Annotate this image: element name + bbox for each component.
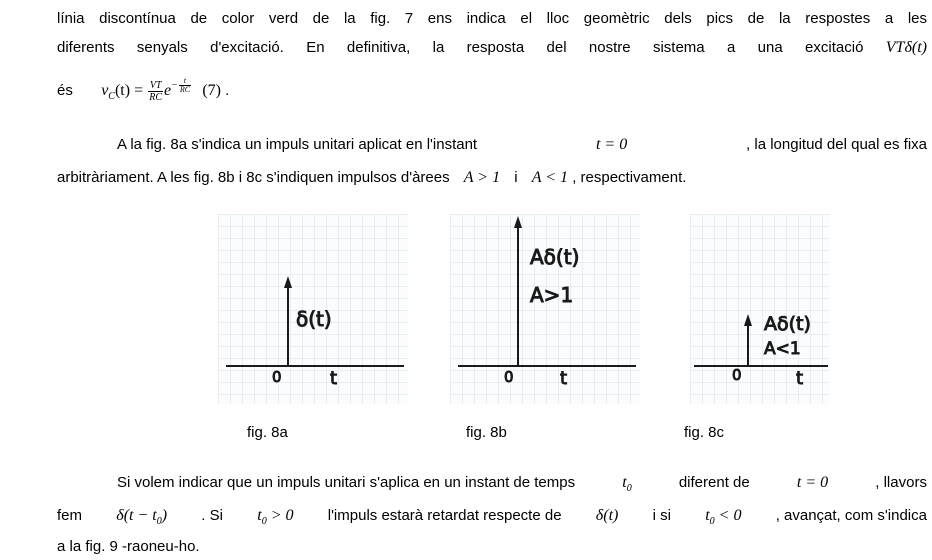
para1-line1: línia discontínua de color verd de la fig. 7 ens indica el lloc geomètric dels pics de la respostes a les bbox=[57, 10, 927, 27]
area-condition-label: A>1 bbox=[530, 283, 574, 307]
para3-line1: Si volem indicar que un impuls unitari s'aplica en un instant de temps $t_0$ diferent de t = 0 , llavors bbox=[117, 474, 927, 494]
origin-label: 0 bbox=[272, 368, 282, 386]
excitation-formula: VTδ(t) bbox=[885, 39, 927, 56]
origin-label: 0 bbox=[732, 366, 742, 384]
para3-line3: a la fig. 9 -raoneu-ho. bbox=[57, 538, 200, 555]
figure-8c-drawing bbox=[690, 214, 830, 404]
figure-8b-drawing bbox=[450, 214, 640, 404]
figure-8a bbox=[218, 214, 408, 404]
para2-line1: A la fig. 8a s'indica un impuls unitari aplicat en l'instant t = 0 , la longitud del qual es fixa bbox=[117, 136, 927, 153]
caption-fig-8c: fig. 8c bbox=[684, 424, 725, 441]
para1-line3: és $v_C(t)$ = $\frac{VT}{RC}$ $e^{- \frac{t}{RC}}$ (7) . bbox=[57, 76, 230, 103]
origin-label: 0 bbox=[504, 368, 514, 386]
area-condition-label: A<1 bbox=[764, 339, 801, 359]
para3-line2: fem $\delta(t - t_0)$ . Si $t_0 > 0$ l'impuls estarà retardat respecte de δ(t) i si $t_0 < 0$ , avançat, com s'indica bbox=[57, 507, 927, 527]
figure-8c bbox=[690, 214, 830, 404]
impulse-arrowhead bbox=[744, 314, 752, 326]
response-equation: $v_C(t)$ = bbox=[101, 82, 144, 102]
impulse-arrowhead bbox=[514, 216, 522, 228]
figure-8a-drawing bbox=[218, 214, 408, 404]
impulse-arrowhead bbox=[284, 276, 292, 288]
exponent: − t RC bbox=[171, 76, 191, 95]
figure-8b bbox=[450, 214, 640, 404]
caption-fig-8b: fig. 8b bbox=[466, 424, 507, 441]
axis-t-label: t bbox=[560, 368, 568, 389]
caption-fig-8a: fig. 8a bbox=[247, 424, 288, 441]
fraction-vt-rc: $\frac{VT}{RC}$ bbox=[149, 79, 163, 103]
para1-line2: diferents senyals d'excitació. En definitiva, la resposta del nostre sistema a una excitació VTδ(t) bbox=[57, 39, 927, 56]
impulse-label: δ(t) bbox=[296, 307, 332, 331]
impulse-label: Aδ(t) bbox=[530, 245, 580, 269]
axis-t-label: t bbox=[796, 368, 804, 389]
para2-line2: arbitràriament. A les fig. 8b i 8c s'indiquen impulsos d'àrees A > 1 i A < 1 , respectivament. bbox=[57, 169, 687, 186]
axis-t-label: t bbox=[330, 368, 338, 389]
equation-number: (7) bbox=[202, 82, 221, 99]
impulse-label: Aδ(t) bbox=[764, 313, 811, 335]
